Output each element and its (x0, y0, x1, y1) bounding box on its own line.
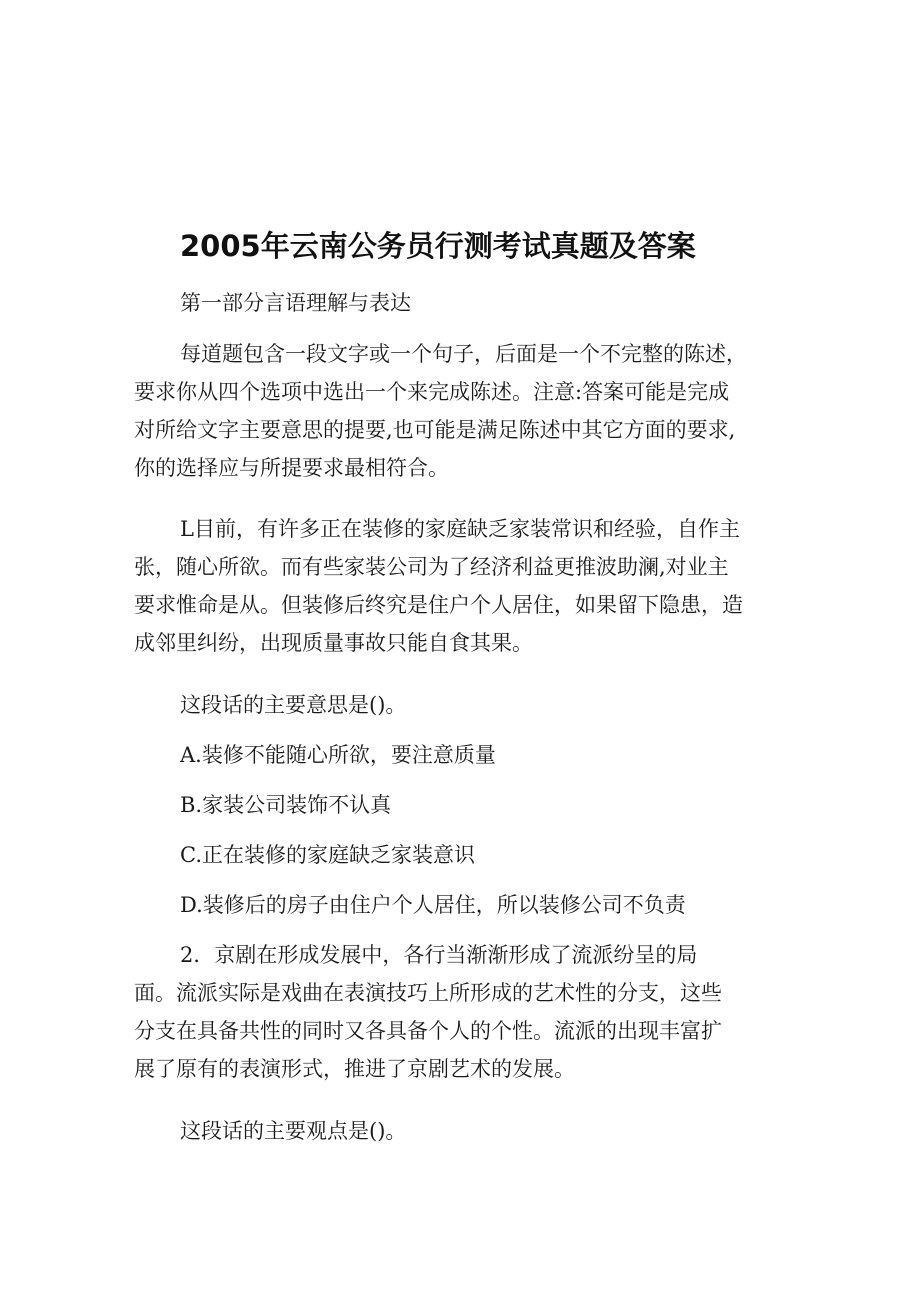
question-1-stem (134, 510, 798, 662)
question-1-option-d: D.装修后的房子由住户个人居住，所以装修公司不负责 (180, 893, 686, 917)
paragraph-line: 每道题包含一段文字或一个句子，后面是一个不完整的陈述， (180, 342, 747, 366)
question-1-option-a: A.装修不能随心所欲，要注意质量 (180, 743, 496, 767)
paragraph-line: 对所给文字主要意思的提要,也可能是满足陈述中其它方面的要求, (134, 418, 736, 442)
paragraph-line: 要求你从四个选项中选出一个来完成陈述。注意:答案可能是完成 (134, 380, 730, 404)
question-1-option-c: C.正在装修的家庭缺乏家装意识 (180, 843, 475, 867)
paragraph-line: 要求惟命是从。但装修后终究是住户个人居住，如果留下隐患，造 (134, 593, 743, 617)
paragraph-line: 你的选择应与所提要求最相符合。 (134, 456, 449, 480)
paragraph-line: 分支在具备共性的同时又各具备个人的个性。流派的出现丰富扩 (134, 1019, 722, 1043)
paragraph-line: 展了原有的表演形式，推进了京剧艺术的发展。 (134, 1057, 575, 1081)
paragraph-line: 2．京剧在形成发展中，各行当渐渐形成了流派纷呈的局 (180, 943, 698, 967)
paragraph-line: 面。流派实际是戏曲在表演技巧上所形成的艺术性的分支，这些 (134, 981, 722, 1005)
paragraph-line: L目前，有许多正在装修的家庭缺乏家装常识和经验，自作主 (180, 517, 740, 541)
question-1-option-b: B.家装公司装饰不认真 (180, 793, 392, 817)
question-2-prompt: 这段话的主要观点是()。 (180, 1119, 407, 1143)
section-heading: 第一部分言语理解与表达 (180, 291, 411, 315)
instructions-paragraph (134, 335, 798, 487)
question-1-prompt: 这段话的主要意思是()。 (180, 693, 407, 717)
question-2-stem (134, 936, 798, 1088)
paragraph-line: 成邻里纠纷，出现质量事故只能自食其果。 (134, 631, 533, 655)
paragraph-line: 张，随心所欲。而有些家装公司为了经济利益更推波助澜,对业主 (134, 555, 729, 579)
document-title: 2005年云南公务员行测考试真题及答案 (180, 229, 696, 263)
